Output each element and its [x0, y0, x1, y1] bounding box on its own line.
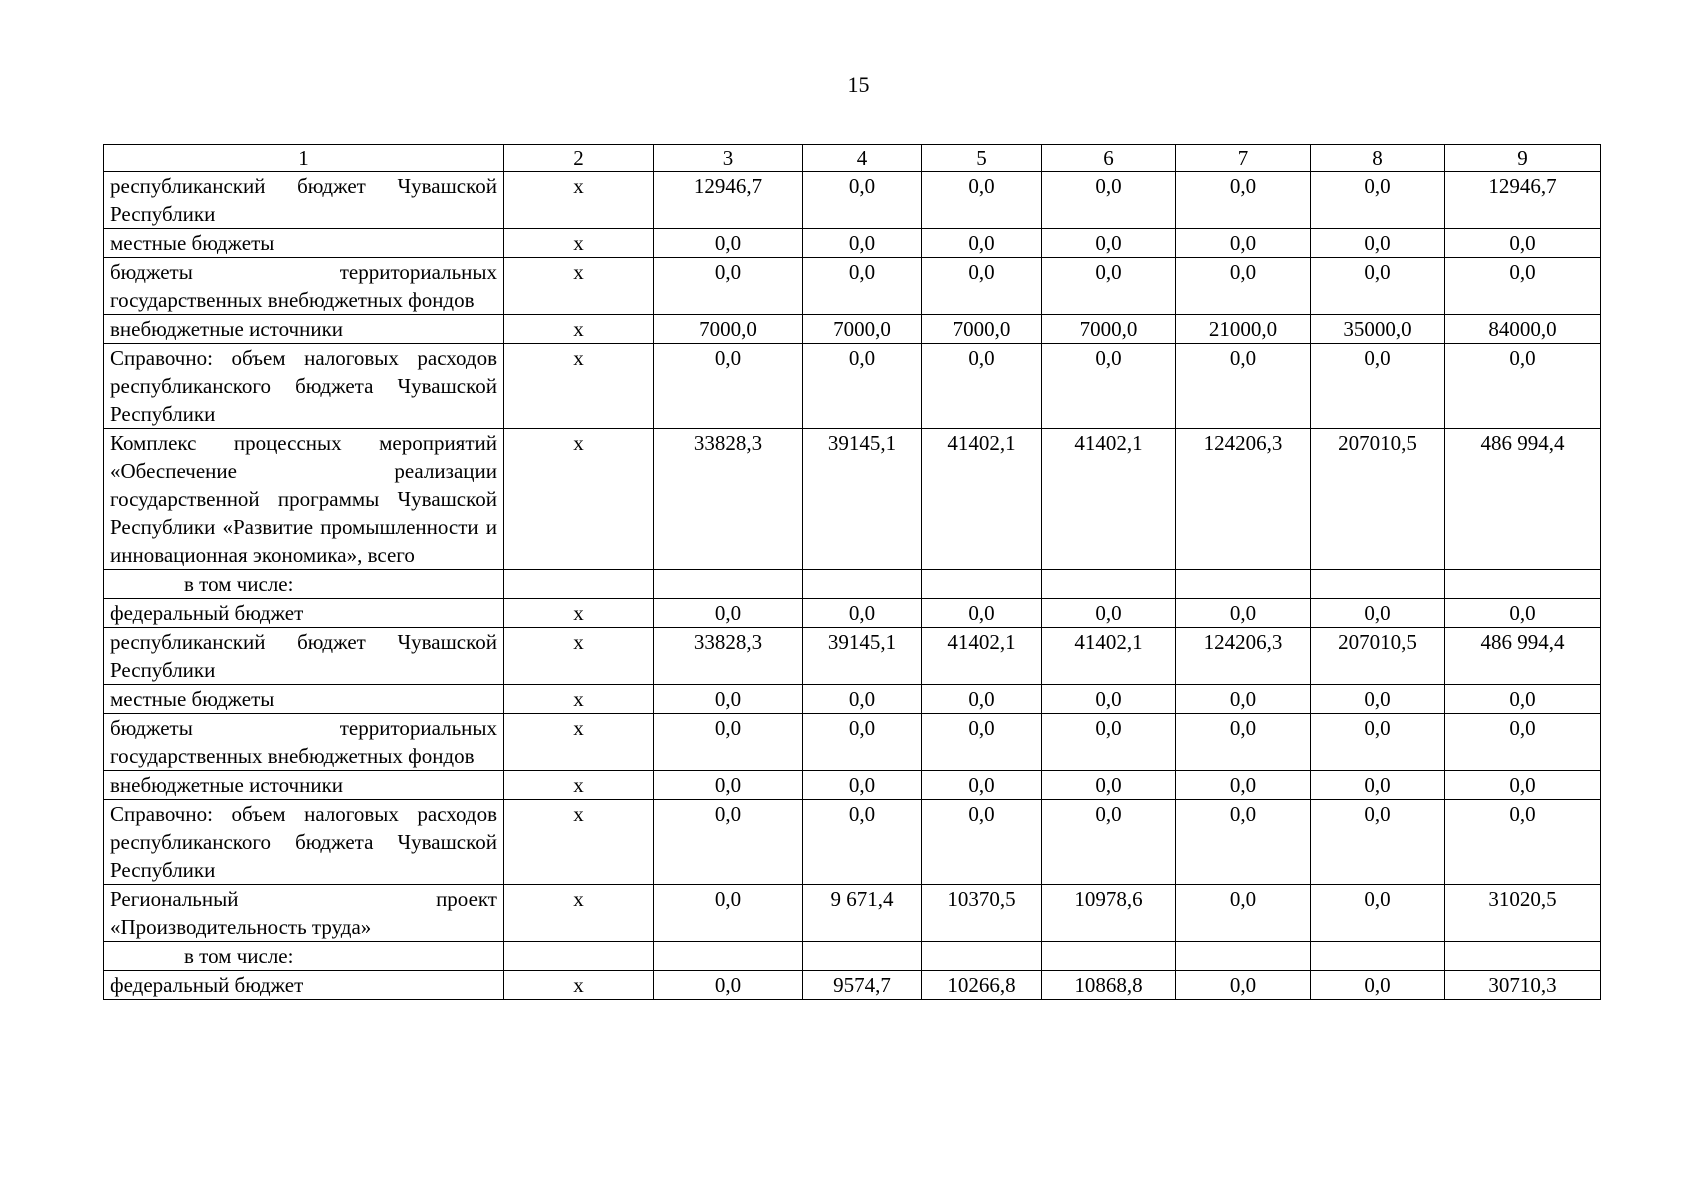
value-cell-col4: 9574,7	[803, 971, 922, 1000]
value-cell-col6: 0,0	[1042, 714, 1176, 771]
value-cell-col7: 0,0	[1176, 885, 1311, 942]
value-cell-col7: 0,0	[1176, 800, 1311, 885]
row-col2: х	[504, 429, 654, 570]
value-cell-col9: 30710,3	[1445, 971, 1601, 1000]
row-col2	[504, 942, 654, 971]
row-label: внебюджетные источники	[104, 771, 504, 800]
row-label: Справочно: объем налоговых расходов республиканского бюджета Чувашской Республики	[104, 800, 504, 885]
table-row	[104, 172, 1601, 229]
value-cell-col8	[1311, 942, 1445, 971]
value-cell-col7: 0,0	[1176, 599, 1311, 628]
row-col2: х	[504, 344, 654, 429]
row-col2: х	[504, 315, 654, 344]
value-cell-col7: 124206,3	[1176, 628, 1311, 685]
value-cell-col4: 39145,1	[803, 628, 922, 685]
value-cell-col4	[803, 942, 922, 971]
value-cell-col5: 10266,8	[922, 971, 1042, 1000]
value-cell-col9: 0,0	[1445, 258, 1601, 315]
value-cell-col3: 0,0	[654, 229, 803, 258]
table-row	[104, 229, 1601, 258]
value-cell-col9	[1445, 570, 1601, 599]
table-row	[104, 570, 1601, 599]
table-body	[104, 172, 1601, 1000]
value-cell-col5: 0,0	[922, 771, 1042, 800]
value-cell-col5: 7000,0	[922, 315, 1042, 344]
row-label: федеральный бюджет	[104, 599, 504, 628]
value-cell-col9: 0,0	[1445, 599, 1601, 628]
value-cell-col3: 0,0	[654, 800, 803, 885]
value-cell-col5	[922, 942, 1042, 971]
row-col2: х	[504, 971, 654, 1000]
column-header-8: 8	[1311, 145, 1445, 172]
value-cell-col8: 0,0	[1311, 714, 1445, 771]
table-row	[104, 258, 1601, 315]
row-label: местные бюджеты	[104, 685, 504, 714]
value-cell-col9: 486 994,4	[1445, 429, 1601, 570]
row-label: бюджеты территориальных государственных внебюджетных фондов	[104, 258, 504, 315]
value-cell-col9: 12946,7	[1445, 172, 1601, 229]
value-cell-col8: 0,0	[1311, 258, 1445, 315]
page-number: 15	[847, 72, 870, 97]
table-header	[104, 145, 1601, 172]
value-cell-col7	[1176, 942, 1311, 971]
value-cell-col8: 0,0	[1311, 685, 1445, 714]
value-cell-col6	[1042, 570, 1176, 599]
value-cell-col7: 0,0	[1176, 714, 1311, 771]
row-col2: х	[504, 599, 654, 628]
value-cell-col3: 0,0	[654, 714, 803, 771]
budget-table	[103, 144, 1601, 1000]
column-header-6: 6	[1042, 145, 1176, 172]
value-cell-col5: 0,0	[922, 685, 1042, 714]
value-cell-col7: 124206,3	[1176, 429, 1311, 570]
value-cell-col5: 41402,1	[922, 429, 1042, 570]
value-cell-col3: 0,0	[654, 771, 803, 800]
value-cell-col6: 0,0	[1042, 172, 1176, 229]
value-cell-col7: 0,0	[1176, 344, 1311, 429]
column-header-5: 5	[922, 145, 1042, 172]
value-cell-col4: 0,0	[803, 771, 922, 800]
value-cell-col4: 0,0	[803, 599, 922, 628]
value-cell-col5: 0,0	[922, 172, 1042, 229]
row-col2: х	[504, 885, 654, 942]
value-cell-col5: 41402,1	[922, 628, 1042, 685]
value-cell-col4: 39145,1	[803, 429, 922, 570]
value-cell-col6: 0,0	[1042, 344, 1176, 429]
table-row	[104, 344, 1601, 429]
value-cell-col5: 0,0	[922, 800, 1042, 885]
row-label: в том числе:	[104, 570, 504, 599]
value-cell-col8: 0,0	[1311, 229, 1445, 258]
row-col2: х	[504, 258, 654, 315]
value-cell-col5	[922, 570, 1042, 599]
column-header-9: 9	[1445, 145, 1601, 172]
value-cell-col3: 12946,7	[654, 172, 803, 229]
value-cell-col3	[654, 942, 803, 971]
row-label: Комплекс процессных мероприятий «Обеспечение реализации государственной программы Чувашской Республики «Развитие промышленности и инновационная экономика», всего	[104, 429, 504, 570]
table-row	[104, 771, 1601, 800]
value-cell-col6: 0,0	[1042, 229, 1176, 258]
column-header-1: 1	[104, 145, 504, 172]
row-col2: х	[504, 685, 654, 714]
row-label: Справочно: объем налоговых расходов республиканского бюджета Чувашской Республики	[104, 344, 504, 429]
value-cell-col6: 10978,6	[1042, 885, 1176, 942]
value-cell-col9: 31020,5	[1445, 885, 1601, 942]
row-col2: х	[504, 714, 654, 771]
value-cell-col3: 33828,3	[654, 429, 803, 570]
row-label: бюджеты территориальных государственных внебюджетных фондов	[104, 714, 504, 771]
value-cell-col8: 0,0	[1311, 971, 1445, 1000]
value-cell-col6	[1042, 942, 1176, 971]
value-cell-col8: 0,0	[1311, 771, 1445, 800]
value-cell-col6: 41402,1	[1042, 628, 1176, 685]
value-cell-col7: 0,0	[1176, 229, 1311, 258]
value-cell-col9: 0,0	[1445, 344, 1601, 429]
row-col2: х	[504, 229, 654, 258]
row-col2: х	[504, 800, 654, 885]
value-cell-col9: 0,0	[1445, 771, 1601, 800]
value-cell-col4: 0,0	[803, 258, 922, 315]
value-cell-col7: 0,0	[1176, 172, 1311, 229]
row-label: внебюджетные источники	[104, 315, 504, 344]
column-header-3: 3	[654, 145, 803, 172]
table-row	[104, 885, 1601, 942]
row-label: федеральный бюджет	[104, 971, 504, 1000]
value-cell-col3: 7000,0	[654, 315, 803, 344]
value-cell-col4: 0,0	[803, 685, 922, 714]
table-row	[104, 800, 1601, 885]
value-cell-col5: 0,0	[922, 714, 1042, 771]
value-cell-col7: 21000,0	[1176, 315, 1311, 344]
table-row	[104, 971, 1601, 1000]
value-cell-col9: 84000,0	[1445, 315, 1601, 344]
value-cell-col9: 0,0	[1445, 800, 1601, 885]
row-col2	[504, 570, 654, 599]
value-cell-col3: 0,0	[654, 885, 803, 942]
value-cell-col9: 0,0	[1445, 685, 1601, 714]
value-cell-col3: 0,0	[654, 685, 803, 714]
value-cell-col5: 0,0	[922, 599, 1042, 628]
value-cell-col5: 0,0	[922, 258, 1042, 315]
row-label: местные бюджеты	[104, 229, 504, 258]
value-cell-col3: 0,0	[654, 258, 803, 315]
value-cell-col4: 0,0	[803, 229, 922, 258]
value-cell-col4: 0,0	[803, 344, 922, 429]
column-header-2: 2	[504, 145, 654, 172]
value-cell-col4	[803, 570, 922, 599]
value-cell-col8: 0,0	[1311, 344, 1445, 429]
table-row	[104, 315, 1601, 344]
row-col2: х	[504, 771, 654, 800]
row-col2: х	[504, 628, 654, 685]
value-cell-col8	[1311, 570, 1445, 599]
value-cell-col6: 0,0	[1042, 258, 1176, 315]
value-cell-col9: 0,0	[1445, 714, 1601, 771]
value-cell-col3: 33828,3	[654, 628, 803, 685]
column-header-7: 7	[1176, 145, 1311, 172]
value-cell-col6: 0,0	[1042, 599, 1176, 628]
value-cell-col5: 0,0	[922, 229, 1042, 258]
value-cell-col8: 0,0	[1311, 599, 1445, 628]
value-cell-col5: 0,0	[922, 344, 1042, 429]
value-cell-col7: 0,0	[1176, 971, 1311, 1000]
value-cell-col3: 0,0	[654, 971, 803, 1000]
value-cell-col7: 0,0	[1176, 258, 1311, 315]
value-cell-col9: 486 994,4	[1445, 628, 1601, 685]
value-cell-col3: 0,0	[654, 599, 803, 628]
value-cell-col6: 0,0	[1042, 771, 1176, 800]
row-label: Региональный проект «Производительность труда»	[104, 885, 504, 942]
table-row	[104, 685, 1601, 714]
table-row	[104, 599, 1601, 628]
value-cell-col3: 0,0	[654, 344, 803, 429]
value-cell-col7: 0,0	[1176, 685, 1311, 714]
row-label: республиканский бюджет Чувашской Республики	[104, 172, 504, 229]
value-cell-col4: 7000,0	[803, 315, 922, 344]
value-cell-col9: 0,0	[1445, 229, 1601, 258]
value-cell-col8: 0,0	[1311, 800, 1445, 885]
value-cell-col6: 10868,8	[1042, 971, 1176, 1000]
row-col2: х	[504, 172, 654, 229]
value-cell-col3	[654, 570, 803, 599]
table-row	[104, 942, 1601, 971]
value-cell-col8: 0,0	[1311, 172, 1445, 229]
value-cell-col4: 9 671,4	[803, 885, 922, 942]
value-cell-col8: 35000,0	[1311, 315, 1445, 344]
value-cell-col6: 7000,0	[1042, 315, 1176, 344]
value-cell-col7	[1176, 570, 1311, 599]
value-cell-col9	[1445, 942, 1601, 971]
value-cell-col8: 207010,5	[1311, 429, 1445, 570]
value-cell-col6: 41402,1	[1042, 429, 1176, 570]
value-cell-col4: 0,0	[803, 800, 922, 885]
table-row	[104, 429, 1601, 570]
value-cell-col4: 0,0	[803, 172, 922, 229]
column-header-4: 4	[803, 145, 922, 172]
value-cell-col6: 0,0	[1042, 800, 1176, 885]
row-label: республиканский бюджет Чувашской Республики	[104, 628, 504, 685]
value-cell-col7: 0,0	[1176, 771, 1311, 800]
value-cell-col4: 0,0	[803, 714, 922, 771]
value-cell-col8: 0,0	[1311, 885, 1445, 942]
table-row	[104, 628, 1601, 685]
table-row	[104, 714, 1601, 771]
value-cell-col5: 10370,5	[922, 885, 1042, 942]
header-row	[104, 145, 1601, 172]
value-cell-col8: 207010,5	[1311, 628, 1445, 685]
row-label: в том числе:	[104, 942, 504, 971]
value-cell-col6: 0,0	[1042, 685, 1176, 714]
